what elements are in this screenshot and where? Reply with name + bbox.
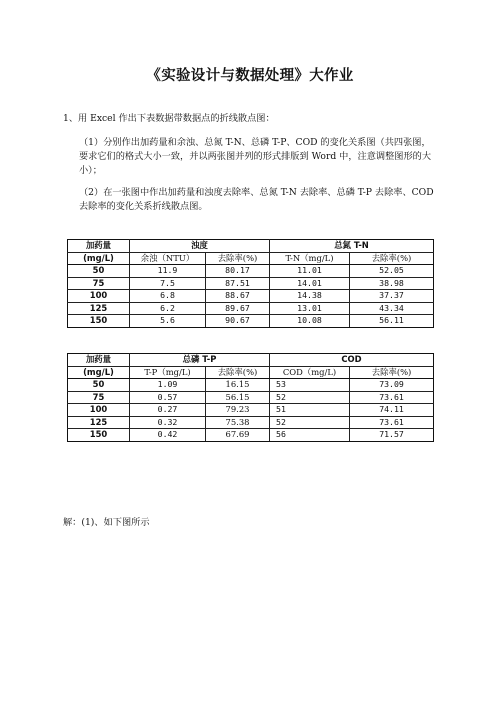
table-cell: 38.98 <box>350 277 434 290</box>
table-cell: 7.5 <box>130 277 206 290</box>
dose-cell: 75 <box>68 391 130 404</box>
table-cell: 73.61 <box>350 391 434 404</box>
column-header: T-N（mg/L) <box>270 252 350 265</box>
table-cell: 73.09 <box>350 379 434 392</box>
table-cell: 67.69 <box>206 429 270 442</box>
table-header-row <box>68 240 434 253</box>
table-cell: 80.17 <box>206 265 270 278</box>
group-header: 浊度 <box>130 240 270 253</box>
part2-text: （2）在一张图中作出加药量和浊度去除率、总氮 T-N 去除率、总磷 T-P 去除率、COD 去除率的变化关系折线散点图。 <box>79 187 434 212</box>
answer-text: 解：(1)、如下图所示 <box>63 517 150 528</box>
turbidity-nitrogen-table <box>67 239 434 328</box>
table-cell: 43.34 <box>350 302 434 315</box>
table-row <box>68 277 434 290</box>
table-cell: 73.61 <box>350 416 434 429</box>
table-cell: 16.15 <box>206 379 270 392</box>
table-cell: 79.23 <box>206 404 270 417</box>
table-row <box>68 404 434 417</box>
dose-cell: 125 <box>68 302 130 315</box>
group-header: COD <box>270 354 434 367</box>
group-header: 总磷 T-P <box>130 354 270 367</box>
table-cell: 87.51 <box>206 277 270 290</box>
table-cell: 0.27 <box>130 404 206 417</box>
table-cell: 11.9 <box>130 265 206 278</box>
table-cell: 51 <box>270 404 350 417</box>
table-row <box>68 391 434 404</box>
column-header: 去除率(%) <box>350 366 434 379</box>
table-cell: 53 <box>270 379 350 392</box>
table-row <box>68 429 434 442</box>
table-cell: 0.32 <box>130 416 206 429</box>
table-cell: 5.6 <box>130 315 206 328</box>
table-cell: 88.67 <box>206 290 270 303</box>
dose-cell: 150 <box>68 429 130 442</box>
dose-cell: 100 <box>68 404 130 417</box>
table-cell: 0.57 <box>130 391 206 404</box>
phosphorus-cod-table <box>67 353 434 442</box>
table-cell: 56.15 <box>206 391 270 404</box>
table-subheader-row <box>68 366 434 379</box>
table-cell: 10.08 <box>270 315 350 328</box>
column-header: 去除率(%) <box>206 252 270 265</box>
dose-header: 加药量 <box>68 354 130 367</box>
table-cell: 14.38 <box>270 290 350 303</box>
table-row <box>68 290 434 303</box>
table-row <box>68 315 434 328</box>
unit-header: (mg/L) <box>68 252 130 265</box>
table-cell: 11.01 <box>270 265 350 278</box>
table-row <box>68 302 434 315</box>
table-row <box>68 379 434 392</box>
table-cell: 90.67 <box>206 315 270 328</box>
table-cell: 56 <box>270 429 350 442</box>
dose-cell: 100 <box>68 290 130 303</box>
table-cell: 14.01 <box>270 277 350 290</box>
column-header: 余浊（NTU） <box>130 252 206 265</box>
table-cell: 1.09 <box>130 379 206 392</box>
table-cell: 52 <box>270 391 350 404</box>
dose-header: 加药量 <box>68 240 130 253</box>
table-cell: 6.2 <box>130 302 206 315</box>
table-cell: 89.67 <box>206 302 270 315</box>
column-header: 去除率(%) <box>206 366 270 379</box>
table-header-row <box>68 354 434 367</box>
column-header: COD（mg/L) <box>270 366 350 379</box>
table-row <box>68 416 434 429</box>
column-header: T-P（mg/L) <box>130 366 206 379</box>
dose-cell: 50 <box>68 379 130 392</box>
table-cell: 74.11 <box>350 404 434 417</box>
table-cell: 71.57 <box>350 429 434 442</box>
table-cell: 6.8 <box>130 290 206 303</box>
table-cell: 37.37 <box>350 290 434 303</box>
question-text: 1、用 Excel 作出下表数据带数据点的折线散点图： <box>63 113 275 124</box>
part1-text: （1）分别作出加药量和余浊、总氮 T-N、总磷 T-P、COD 的变化关系图（共四张图，要求它们的格式大小一致，并以两张图并列的形式排版到 Word 中，注意调整图形的大小）； <box>79 137 432 176</box>
table-cell: 56.11 <box>350 315 434 328</box>
table-cell: 52 <box>270 416 350 429</box>
column-header: 去除率(%) <box>350 252 434 265</box>
unit-header: (mg/L) <box>68 366 130 379</box>
table-subheader-row <box>68 252 434 265</box>
dose-cell: 75 <box>68 277 130 290</box>
table-row <box>68 265 434 278</box>
table-cell: 0.42 <box>130 429 206 442</box>
table-cell: 52.05 <box>350 265 434 278</box>
table-cell: 13.01 <box>270 302 350 315</box>
table-cell: 75.38 <box>206 416 270 429</box>
group-header: 总氮 T-N <box>270 240 434 253</box>
dose-cell: 125 <box>68 416 130 429</box>
document-title: 《实验设计与数据处理》大作业 <box>146 68 354 84</box>
dose-cell: 150 <box>68 315 130 328</box>
dose-cell: 50 <box>68 265 130 278</box>
